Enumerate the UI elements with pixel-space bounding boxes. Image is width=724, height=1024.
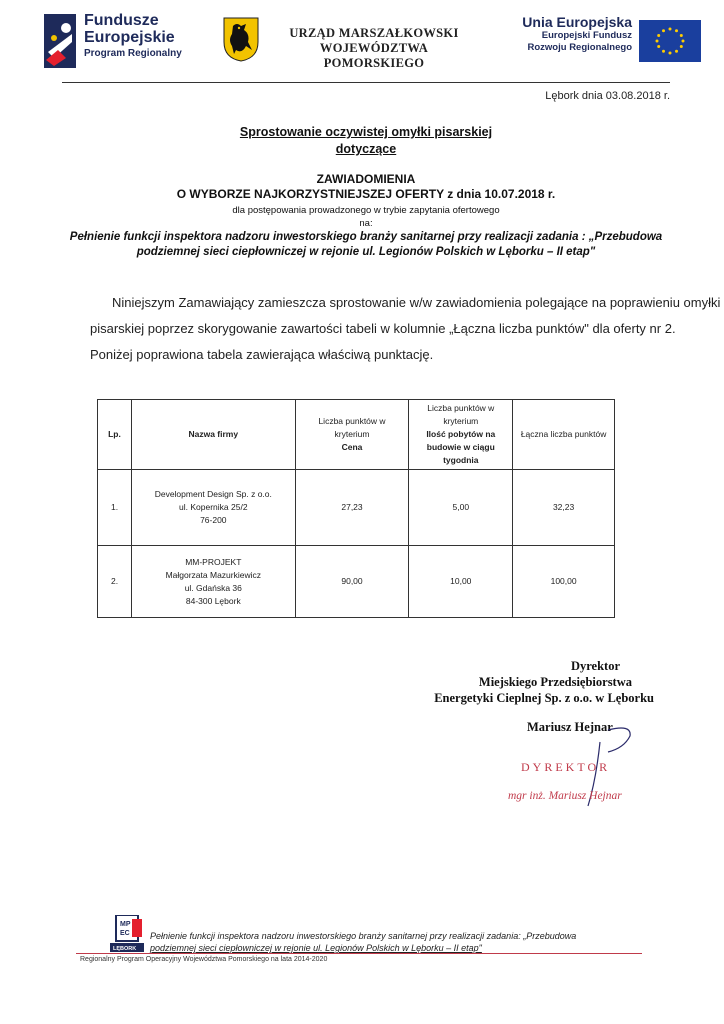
title-line1: Sprostowanie oczywistej omyłki pisarskiej: [239, 125, 493, 139]
title-line6: na:: [359, 218, 373, 229]
footer-line2: podziemnej sieci ciepłowniczej w rejonie ul. Legionów Polskich w Lęborku – II etap": [150, 943, 482, 953]
row2-name: MM-PROJEKT Małgorzata Mazurkiewicz ul. Gdańska 36 84-300 Lębork: [131, 546, 295, 618]
header-name: Nazwa firmy: [131, 400, 295, 470]
signature-block: [390, 658, 654, 706]
letterhead: [44, 10, 702, 74]
row1-total: 32,23: [513, 470, 615, 546]
signature-company-1: Miejskiego Przedsiębiorstwa: [478, 675, 632, 689]
svg-text:EC: EC: [120, 930, 130, 937]
row1-name: Development Design Sp. z o.o. ul. Kopernika 25/2 76-200: [131, 470, 295, 546]
fe-line2: Europejskie: [84, 29, 175, 46]
header-divider: [62, 82, 670, 83]
signature-title: Dyrektor: [570, 659, 620, 673]
row2-price: 90,00: [295, 546, 409, 618]
table-row: [98, 546, 615, 618]
title-line4: O WYBORZE NAJKORZYSTNIEJSZEJ OFERTY z dnia 10.07.2018 r.: [176, 187, 556, 201]
body-line1: Niniejszym Zamawiający zamieszcza sprostowanie w/w zawiadomienia polegające na poprawieniu omyłki: [112, 295, 721, 310]
fe-line3: Program Regionalny: [84, 48, 182, 59]
body-line2: pisarskiej poprzez skorygowanie zawartości tabeli w kolumnie „Łączna liczba punktów" dla oferty nr 2.: [90, 321, 676, 336]
fundusze-europejskie-logo: [44, 12, 234, 70]
document-date: Lębork dnia 03.08.2018 r.: [545, 90, 670, 102]
task-title: [62, 230, 670, 260]
scores-table: [97, 399, 615, 618]
unia-europejska-logo: [492, 12, 704, 70]
row2-total: 100,00: [513, 546, 615, 618]
footer-line1: Pełnienie funkcji inspektora nadzoru inwestorskiego branży sanitarnej przy realizacji zadania: „Przebudowa: [150, 931, 577, 941]
urzad-line2: WOJEWÓDZTWA POMORSKIEGO: [319, 41, 429, 70]
mpec-logo-icon: [110, 915, 144, 953]
header-lp: Lp.: [98, 400, 132, 470]
header-price: Liczba punktów w kryterium Cena: [295, 400, 409, 470]
row2-lp: 2.: [98, 546, 132, 618]
ue-line3: Rozwoju Regionalnego: [527, 42, 632, 53]
director-stamp-name: mgr inż. Mariusz Hejnar: [508, 790, 622, 802]
ue-line1: Unia Europejska: [522, 14, 632, 30]
mpec-lebork-logo: [110, 915, 144, 953]
fe-line1: Fundusze: [84, 12, 159, 29]
urzad-line1: URZĄD MARSZAŁKOWSKI: [289, 26, 459, 40]
fe-star-icon: [44, 14, 76, 68]
row1-criterion: 5,00: [409, 470, 513, 546]
title-line3: ZAWIADOMIENIA: [316, 172, 416, 186]
signature-company-2: Energetyki Cieplnej Sp. z o.o. w Lęborku: [434, 691, 654, 705]
title-line7: Pełnienie funkcji inspektora nadzoru inwestorskiego branży sanitarnej przy realizacji zadania : „Przebudowa: [69, 231, 663, 243]
urzad-marszalkowski-logo: [222, 12, 482, 70]
ue-line2: Europejski Fundusz: [541, 30, 632, 41]
title-line2: dotyczące: [335, 142, 397, 156]
director-stamp: DYREKTOR: [521, 760, 611, 774]
table-row: [98, 470, 615, 546]
footer-task: [150, 930, 630, 954]
row1-price: 27,23: [295, 470, 409, 546]
title-line5: dla postępowania prowadzonego w trybie zapytania ofertowego: [232, 205, 500, 216]
griffin-crest-icon: [222, 16, 260, 62]
signatory-name: Mariusz Hejnar: [527, 720, 613, 734]
title-line8: podziemnej sieci ciepłowniczej w rejonie ul. Legionów Polskich w Lęborku – II etap": [136, 246, 596, 258]
svg-text:MP: MP: [120, 921, 131, 928]
table-header-row: [98, 400, 615, 470]
footer-program: Regionalny Program Operacyjny Województwa Pomorskiego na lata 2014-2020: [80, 956, 328, 963]
body-line3: Poniżej poprawiona tabela zawierająca właściwą punktację.: [90, 347, 434, 362]
header-total: Łączna liczba punktów: [513, 400, 615, 470]
eu-flag-icon: [639, 20, 701, 62]
row1-lp: 1.: [98, 470, 132, 546]
svg-text:LĘBORK: LĘBORK: [113, 946, 137, 952]
row2-criterion: 10,00: [409, 546, 513, 618]
body-paragraph: [90, 290, 721, 368]
header-criterion: Liczba punktów w kryterium Ilość pobytów na budowie w ciągu tygodnia: [409, 400, 513, 470]
footer-divider: [76, 953, 642, 954]
